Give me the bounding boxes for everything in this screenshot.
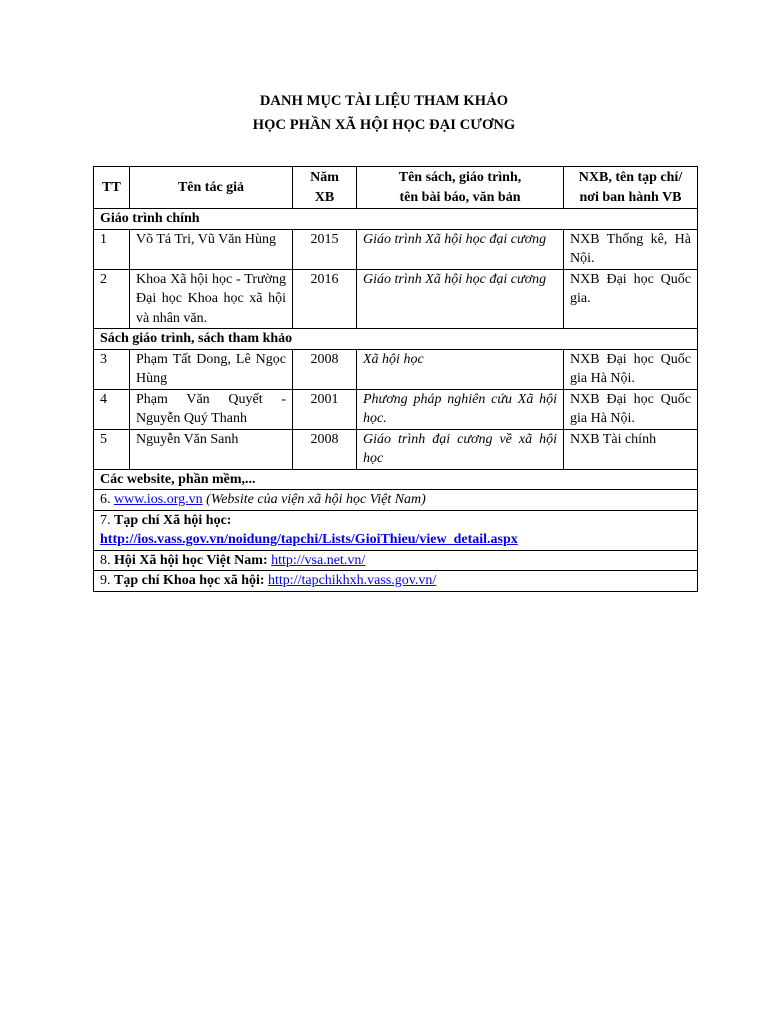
row-publisher: NXB Đại học Quốc gia Hà Nội. bbox=[564, 389, 698, 429]
row-title: Giáo trình đại cương về xã hội học bbox=[357, 429, 564, 469]
row-publisher: NXB Tài chính bbox=[564, 429, 698, 469]
row-author: Phạm Tất Dong, Lê Ngọc Hùng bbox=[130, 349, 293, 389]
table-row bbox=[94, 269, 698, 329]
web-item-label: Tạp chí Xã hội học: bbox=[114, 512, 232, 528]
row-tt: 4 bbox=[94, 389, 130, 429]
table-header-row bbox=[94, 167, 698, 209]
vsa-link[interactable]: http://vsa.net.vn/ bbox=[271, 552, 366, 568]
row-tt: 5 bbox=[94, 429, 130, 469]
sociology-journal-link[interactable]: http://ios.vass.gov.vn/noidung/tapchi/Lists/GioiThieu/view_detail.aspx bbox=[100, 532, 518, 547]
table-row bbox=[94, 349, 698, 389]
web-row bbox=[94, 550, 698, 571]
row-year: 2008 bbox=[293, 429, 357, 469]
social-science-journal-link[interactable]: http://tapchikhxh.vass.gov.vn/ bbox=[268, 573, 437, 588]
references-table bbox=[93, 166, 698, 592]
row-author: Nguyễn Văn Sanh bbox=[130, 429, 293, 469]
section-row-reference-books: Sách giáo trình, sách tham khảo bbox=[94, 329, 698, 350]
header-year: Năm XB bbox=[293, 167, 357, 209]
web-item-number: 9. bbox=[100, 573, 114, 588]
table-row bbox=[94, 229, 698, 269]
row-title: Giáo trình Xã hội học đại cương bbox=[357, 229, 564, 269]
document-title: DANH MỤC TÀI LIỆU THAM KHẢO bbox=[259, 93, 509, 109]
row-title: Giáo trình Xã hội học đại cương bbox=[357, 269, 564, 329]
header-author: Tên tác giả bbox=[130, 167, 293, 209]
row-publisher: NXB Thống kê, Hà Nội. bbox=[564, 229, 698, 269]
web-item-number: 6. bbox=[100, 492, 114, 507]
section-row-websites: Các website, phần mềm,... bbox=[94, 469, 698, 490]
web-item-label: Hội Xã hội học Việt Nam: bbox=[114, 552, 268, 568]
table-row bbox=[94, 429, 698, 469]
row-tt: 2 bbox=[94, 269, 130, 329]
section-row-main-textbooks: Giáo trình chính bbox=[94, 209, 698, 230]
web-item-number: 8. bbox=[100, 552, 114, 568]
row-year: 2008 bbox=[293, 349, 357, 389]
header-publisher: NXB, tên tạp chí/ nơi ban hành VB bbox=[564, 167, 698, 209]
row-title: Xã hội học bbox=[357, 349, 564, 389]
row-publisher: NXB Đại học Quốc gia. bbox=[564, 269, 698, 329]
header-title: Tên sách, giáo trình, tên bài báo, văn bản bbox=[357, 167, 564, 209]
row-tt: 3 bbox=[94, 349, 130, 389]
web-item-label: Tạp chí Khoa học xã hội: bbox=[114, 573, 265, 588]
document-subtitle: HỌC PHẦN XÃ HỘI HỌC ĐẠI CƯƠNG bbox=[252, 117, 516, 133]
web-row bbox=[94, 490, 698, 511]
web-item-note: (Website của viện xã hội học Việt Nam) bbox=[202, 492, 426, 507]
web-row bbox=[94, 510, 698, 550]
row-year: 2016 bbox=[293, 269, 357, 329]
header-tt: TT bbox=[94, 167, 130, 209]
ios-website-link[interactable]: www.ios.org.vn bbox=[114, 492, 203, 507]
row-tt: 1 bbox=[94, 229, 130, 269]
row-year: 2015 bbox=[293, 229, 357, 269]
row-year: 2001 bbox=[293, 389, 357, 429]
row-author: Phạm Văn Quyết - Nguyễn Quý Thanh bbox=[130, 389, 293, 429]
row-author: Võ Tá Tri, Vũ Văn Hùng bbox=[130, 229, 293, 269]
row-author: Khoa Xã hội học - Trường Đại học Khoa học xã hội và nhân văn. bbox=[130, 269, 293, 329]
web-row bbox=[94, 571, 698, 592]
row-title: Phương pháp nghiên cứu Xã hội học. bbox=[357, 389, 564, 429]
table-row bbox=[94, 389, 698, 429]
row-publisher: NXB Đại học Quốc gia Hà Nội. bbox=[564, 349, 698, 389]
web-item-number: 7. bbox=[100, 512, 114, 528]
